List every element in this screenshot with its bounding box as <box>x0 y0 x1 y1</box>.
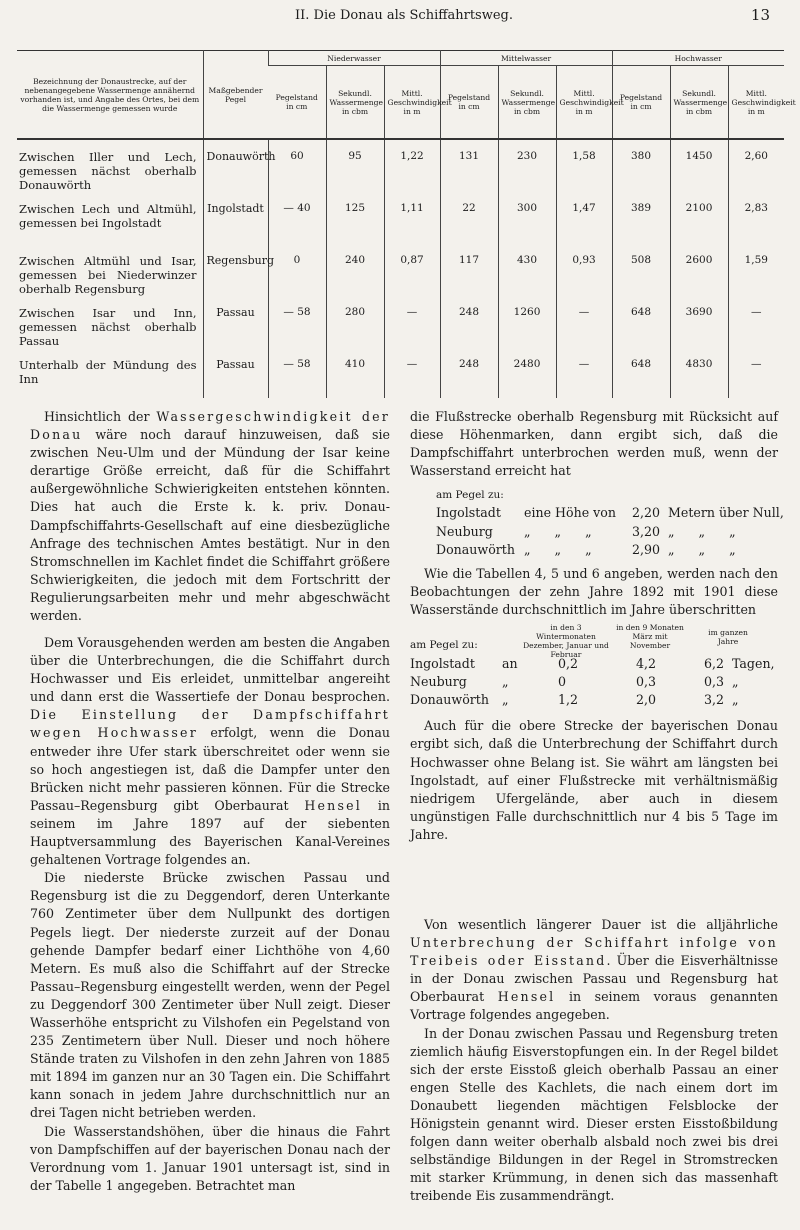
sub-header: Pegelstand in cm <box>268 66 326 140</box>
stats-prep: „ <box>502 674 509 690</box>
section-cell: Unterhalb der Mündung des Inn <box>19 358 197 386</box>
page-number: 13 <box>750 6 770 24</box>
pegel-cell: Regensburg <box>203 244 268 296</box>
value-cell: 1450 <box>670 139 728 192</box>
place: Ingolstadt <box>410 656 475 672</box>
stats-nine-months: 4,2 <box>636 656 657 672</box>
stats-winter: 0 <box>558 674 567 690</box>
paragraph: Dem Vorausgehenden werden am besten die Angaben über die Unterbrechungen, die die Schiffahrt durch Hochwasser und Eis erleidet, unmittelbar angereiht und dann erst die Wassertiefe der Donau besprochen. Die Einstellung der Dampfschiffahrt wegen Hochwasser erfolgt, wenn die Donau entweder ihre Ufer stark überschreitet oder wenn sie so hoch angestiegen ist, daß die Dampfer unter den Brücken nicht mehr passieren können. Für die Strecke Passau–Regensburg gibt Oberbaurat Hensel in seinem im Jahre 1897 auf der siebenten Hauptversammlung des Bayerischen Kanal-Vereines gehaltenen Vortrage folgendes an. <box>30 635 390 868</box>
section-cell: Zwischen Iller und Lech, gemessen nächst oberhalb Donauwörth <box>19 150 197 192</box>
value-cell: 0,87 <box>384 244 440 296</box>
section-cell: Zwischen Altmühl und Isar, gemessen bei Niederwinzer oberhalb Regensburg <box>19 254 197 296</box>
value-cell: 2600 <box>670 244 728 296</box>
value-cell: 117 <box>440 244 498 296</box>
place: Donauwörth <box>410 692 489 708</box>
stats-col-nine-months: in den 9 Monaten März mit November <box>616 623 684 651</box>
value-cell: 0,93 <box>556 244 612 296</box>
value-cell: 1,47 <box>556 192 612 244</box>
running-header <box>30 6 778 28</box>
height-value: 2,90 <box>632 541 661 557</box>
value-cell: 230 <box>498 139 556 192</box>
value-cell: 648 <box>612 348 670 398</box>
sub-header: Mittl. Geschwindigkeit in m <box>556 66 612 140</box>
paragraph: Von wesentlich längerer Dauer ist die alljährliche Unterbrechung der Schiffahrt infolge von Treibeis oder Eisstand. Über die Eisverhältnisse in der Donau zwischen Passau und Regensburg hat Oberbaurat Hensel in seinem voraus genannten Vortrage folgendes angegeben. <box>410 917 778 1023</box>
value-cell: — <box>728 348 784 398</box>
stats-year: 3,2 <box>704 692 725 708</box>
value-cell: 1,59 <box>728 244 784 296</box>
value-cell: 2,83 <box>728 192 784 244</box>
height-value: 2,20 <box>632 505 661 521</box>
value-cell: 4830 <box>670 348 728 398</box>
value-cell: 95 <box>326 139 384 192</box>
paragraph: Die niederste Brücke zwischen Passau und Regensburg ist die zu Deggendorf, deren Unterkante 760 Zentimeter über dem Nullpunkt des dortigen Pegels liegt. Der niederste zurzeit auf der Donau gehende Dampfer bedarf einer Lichthöhe von 4,60 Metern. Es muß also die Schiffahrt auf der Strecke Passau–Regensburg eingestellt werden, wenn der Pegel zu Deggendorf 300 Zentimeter über Null zeigt. Dieser Wasserhöhe entspricht zu Vilshofen ein Pegelstand von 235 Zentimetern über Null. Dieser und noch höhere Stände traten zu Vilshofen in den zehn Jahren von 1885 mit 1894 im ganzen nur an 30 Tagen ein. Die Schiffahrt kann sonach in jedem Jahre durchschnittlich nur an drei Tagen nicht betrieben werden. <box>30 870 390 1121</box>
section-cell: Zwischen Isar und Inn, gemessen nächst oberhalb Passau <box>19 306 197 348</box>
stats-winter: 1,2 <box>558 692 579 708</box>
table-row <box>17 348 784 398</box>
value-cell: — 40 <box>268 192 326 244</box>
left-column <box>30 408 390 625</box>
group-header-hoch: Hochwasser <box>612 51 784 66</box>
value-cell: — <box>384 348 440 398</box>
value-cell: — 58 <box>268 296 326 348</box>
stats-winter: 0,2 <box>558 656 579 672</box>
group-header-mittel: Mittelwasser <box>440 51 612 66</box>
left-column-2 <box>30 634 390 1195</box>
place: Donauwörth <box>436 541 515 557</box>
value-cell: 2,60 <box>728 139 784 192</box>
place: Neuburg <box>436 523 493 539</box>
paragraph: Hinsichtlich der Wassergeschwindigkeit der Donau wäre noch darauf hinzuweisen, daß sie zwischen Neu-Ulm und der Mündung der Isar keine derartige Größe erreicht, daß für die Schiffahrt außergewöhnliche Schwierigkeiten entstehen könnten. Dies hat auch die Erste k. k. priv. Donau-Dampfschiffahrts-Gesellschaft auf eine diesbezügliche Anfrage des technischen Amtes bestätigt. Nur in den Stromschnellen im Kachlet findet die Schiffahrt größere Schwierigkeiten, die jedoch mit dem Fortschritt der Regulierungsarbeiten mehr und mehr abgeschwächt werden. <box>30 409 390 624</box>
sub-header: Sekundl. Wassermenge in cbm <box>670 66 728 140</box>
value-cell: 1260 <box>498 296 556 348</box>
height-value: 3,20 <box>632 523 661 539</box>
value-cell: 22 <box>440 192 498 244</box>
height-row <box>436 541 778 559</box>
value-cell: — <box>384 296 440 348</box>
stats-year: 6,2 <box>704 656 725 672</box>
value-cell: 389 <box>612 192 670 244</box>
group-header-nieder: Niederwasser <box>268 51 440 66</box>
height-row <box>436 504 784 522</box>
value-cell: 430 <box>498 244 556 296</box>
height-text: „ „ „ <box>524 541 592 557</box>
value-cell: — <box>556 296 612 348</box>
pegel-cell: Passau <box>203 348 268 398</box>
value-cell: 240 <box>326 244 384 296</box>
height-text: eine Höhe von <box>524 505 616 521</box>
col-header-pegel: Maßgebender Pegel <box>203 51 268 140</box>
sub-header: Sekundl. Wassermenge in cbm <box>498 66 556 140</box>
value-cell: 508 <box>612 244 670 296</box>
stats-pegel-label: am Pegel zu: <box>410 639 478 652</box>
value-cell: 2100 <box>670 192 728 244</box>
height-unit: Metern über Null, <box>668 505 784 521</box>
value-cell: — 58 <box>268 348 326 398</box>
paragraph: Die Wasserstandshöhen, über die hinaus die Fahrt von Dampfschiffen auf der bayerischen Donau nach der Verordnung vom 1. Januar 1901 untersagt ist, sind in der Tabelle 1 angegeben. Betrachtet man <box>30 1123 390 1193</box>
stats-suffix: Tagen, <box>732 656 775 672</box>
sub-header: Pegelstand in cm <box>612 66 670 140</box>
stats-suffix: „ <box>732 692 739 708</box>
value-cell: — <box>556 348 612 398</box>
sub-header: Mittl. Geschwindigkeit in m <box>728 66 784 140</box>
sub-header: Pegelstand in cm <box>440 66 498 140</box>
stats-year: 0,3 <box>704 674 725 690</box>
heights-list <box>436 504 784 558</box>
height-unit: „ „ „ <box>668 541 736 557</box>
pegel-cell: Passau <box>203 296 268 348</box>
table-row <box>17 296 784 348</box>
value-cell: 1,58 <box>556 139 612 192</box>
discharge-table <box>17 50 796 398</box>
value-cell: 125 <box>326 192 384 244</box>
paragraph: Wie die Tabellen 4, 5 und 6 angeben, werden nach den Beobachtungen der zehn Jahre 1892 mit 1901 diese Wasserstände durchschnittlich im Jahre überschritten <box>410 565 778 617</box>
stats-prep: „ <box>502 692 509 708</box>
value-cell: 248 <box>440 348 498 398</box>
stats-list <box>410 655 778 709</box>
paragraph: Auch für die obere Strecke der bayerischen Donau ergibt sich, daß die Unterbrechung der Schiffahrt durch Hochwasser ohne Belang ist. Sie währt am längsten bei Ingolstadt, auf einer Flußstrecke mit verhältnismäßig niedrigem Ufergelände, aber auch in diesem ungünstigen Falle durchschnittlich nur 4 bis 5 Tage im Jahre. <box>410 718 778 842</box>
stats-header <box>410 623 778 660</box>
sub-header: Sekundl. Wassermenge in cbm <box>326 66 384 140</box>
stats-col-winter: in den 3 Wintermonaten Dezember, Januar und Februar <box>523 623 609 660</box>
paragraph: In der Donau zwischen Passau und Regensburg treten ziemlich häufig Eisverstopfungen ein. In der Regel bildet sich der erste Eisstoß gleich oberhalb Passau an einer engen Stelle des Kachlets, die nach einem dort im Donaubett liegenden mächtigen Felsblocke der Hönigstein genannt wird. Dieser ersten Eisstoßbildung folgen dann weiter oberhalb alsbald noch zwei bis drei selbständige Bildungen in der Regel in Stromstrecken mit starker Krümmung, in denen sich das massenhaft treibende Eis zusammendrängt. <box>410 1025 778 1204</box>
sub-header: Mittl. Geschwindigkeit in m <box>384 66 440 140</box>
value-cell: 2480 <box>498 348 556 398</box>
stats-col-year: im ganzen Jahre <box>708 628 748 647</box>
stats-row <box>410 673 778 691</box>
place: Neuburg <box>410 674 467 690</box>
stats-suffix: „ <box>732 674 739 690</box>
height-unit: „ „ „ <box>668 523 736 539</box>
table-row <box>17 192 784 244</box>
stats-row <box>410 691 778 709</box>
stats-nine-months: 0,3 <box>636 674 657 690</box>
height-text: „ „ „ <box>524 523 592 539</box>
table-row <box>17 139 784 192</box>
value-cell: 248 <box>440 296 498 348</box>
stats-row <box>410 655 778 673</box>
section-cell: Zwischen Lech und Altmühl, gemessen bei Ingolstadt <box>19 202 197 230</box>
header-title: II. Die Donau als Schiffahrtsweg. <box>295 8 513 23</box>
value-cell: 648 <box>612 296 670 348</box>
pegel-cell: Ingolstadt <box>203 192 268 244</box>
place: Ingolstadt <box>436 505 501 521</box>
col-header-section: Bezeichnung der Donaustrecke, auf der nebenangegebene Wassermenge annähernd vorhanden ist, und Angabe des Ortes, bei dem die Wassermenge gemessen wurde <box>17 51 203 140</box>
value-cell: 300 <box>498 192 556 244</box>
value-cell: 380 <box>612 139 670 192</box>
value-cell: 1,11 <box>384 192 440 244</box>
right-column-2 <box>410 916 778 1206</box>
value-cell: 1,22 <box>384 139 440 192</box>
table-row <box>17 244 784 296</box>
stats-prep: an <box>502 656 518 672</box>
height-row <box>436 523 778 541</box>
value-cell: 3690 <box>670 296 728 348</box>
value-cell: 131 <box>440 139 498 192</box>
paragraph: die Flußstrecke oberhalb Regensburg mit Rücksicht auf diese Höhenmarken, dann ergibt sich, daß die Dampfschiffahrt unterbrochen werden muß, wenn der Wasserstand erreicht hat <box>410 409 778 479</box>
value-cell: 410 <box>326 348 384 398</box>
stats-nine-months: 2,0 <box>636 692 657 708</box>
value-cell: 60 <box>268 139 326 192</box>
pegel-cell: Donauwörth <box>203 139 268 192</box>
right-column <box>410 408 784 844</box>
value-cell: 280 <box>326 296 384 348</box>
value-cell: 0 <box>268 244 326 296</box>
pegel-caption: am Pegel zu: <box>436 489 504 502</box>
value-cell: — <box>728 296 784 348</box>
